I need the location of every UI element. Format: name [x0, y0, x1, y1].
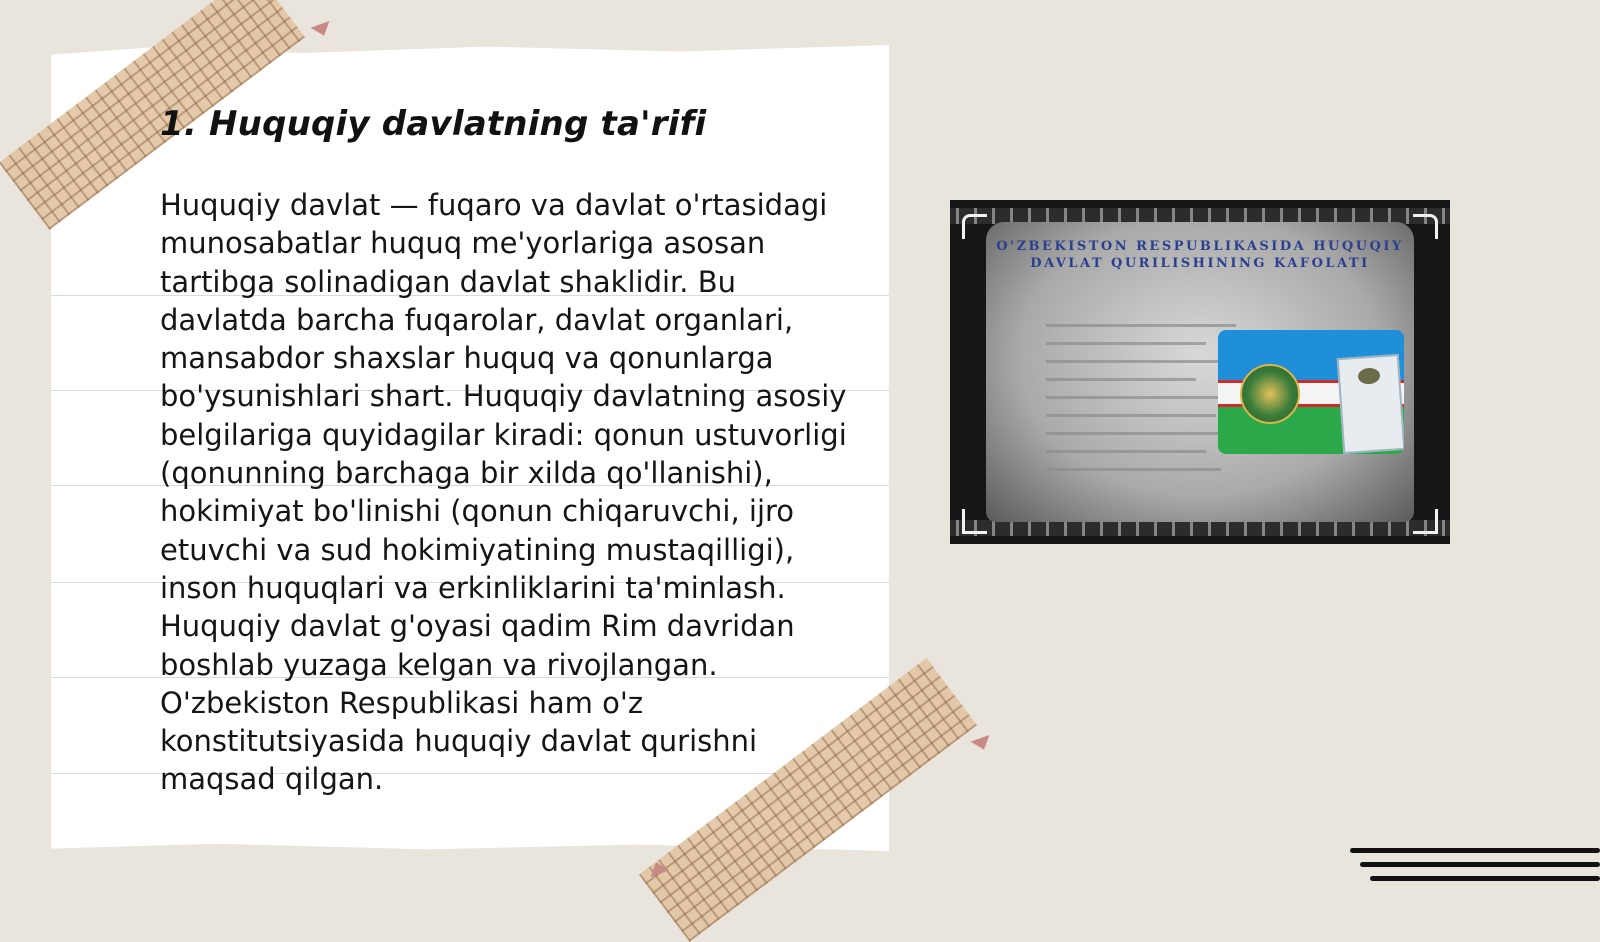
illegible-text-line — [1046, 432, 1236, 435]
slide-body-text: Huquqiy davlat — fuqaro va davlat o'rtasidagi munosabatlar huquq me'yorlariga asosan tartibga solinadigan davlat shaklidir. Bu davlatda barcha fuqarolar, davlat organlari, mansabdor shaxslar huquq va qonunlarga bo'ysunishlari shart. Huquqiy davlatning asosiy belgilariga quyidagilar kiradi: qonun ustuvorligi (qonunning barchaga bir xilda qo'llanishi), hokimiyat bo'linishi (qonun chiqaruvchi, ijro etuvchi va sud hokimiyatining mustaqilligi), inson huquqlari va erkinliklarini ta'minlash. Huquqiy davlat g'oyasi qadim Rim davridan boshlab yuzaga kelgan va rivojlangan. O'zbekiston Respublikasi ham o'z konstitutsiyasida huquqiy davlat qurishni maqsad qilgan. — [160, 188, 847, 797]
illegible-text-line — [1046, 378, 1196, 381]
decorative-brush-stroke — [1360, 862, 1600, 867]
tape-tip-decoration — [971, 735, 994, 753]
constitution-poster-image — [950, 200, 1450, 544]
corner-bracket-icon — [1413, 509, 1438, 534]
seal-icon — [1358, 367, 1381, 384]
illegible-text-line — [1046, 396, 1231, 399]
corner-bracket-icon — [1413, 214, 1438, 239]
decorative-brush-stroke — [1350, 848, 1600, 853]
illegible-text-line — [1046, 324, 1236, 327]
decorative-brush-stroke — [1370, 876, 1600, 881]
illegible-text-line — [1046, 468, 1221, 471]
poster-heading: O'ZBEKISTON RESPUBLIKASIDA HUQUQIY DAVLAT QURILISHINING KAFOLATI — [996, 239, 1404, 271]
tape-tip-decoration — [311, 21, 334, 39]
ornament-border — [950, 520, 1450, 536]
illegible-text-line — [1046, 450, 1206, 453]
illegible-text-line — [1046, 342, 1206, 345]
slide-title: 1. Huquqiy davlatning ta'rifi — [160, 104, 707, 144]
flag-emblem-graphic — [1218, 330, 1404, 454]
corner-bracket-icon — [962, 509, 987, 534]
corner-bracket-icon — [962, 214, 987, 239]
illegible-text-line — [1046, 360, 1226, 363]
illegible-text-line — [1046, 414, 1216, 417]
constitution-book-icon — [1337, 354, 1404, 454]
state-emblem-icon — [1240, 364, 1300, 424]
